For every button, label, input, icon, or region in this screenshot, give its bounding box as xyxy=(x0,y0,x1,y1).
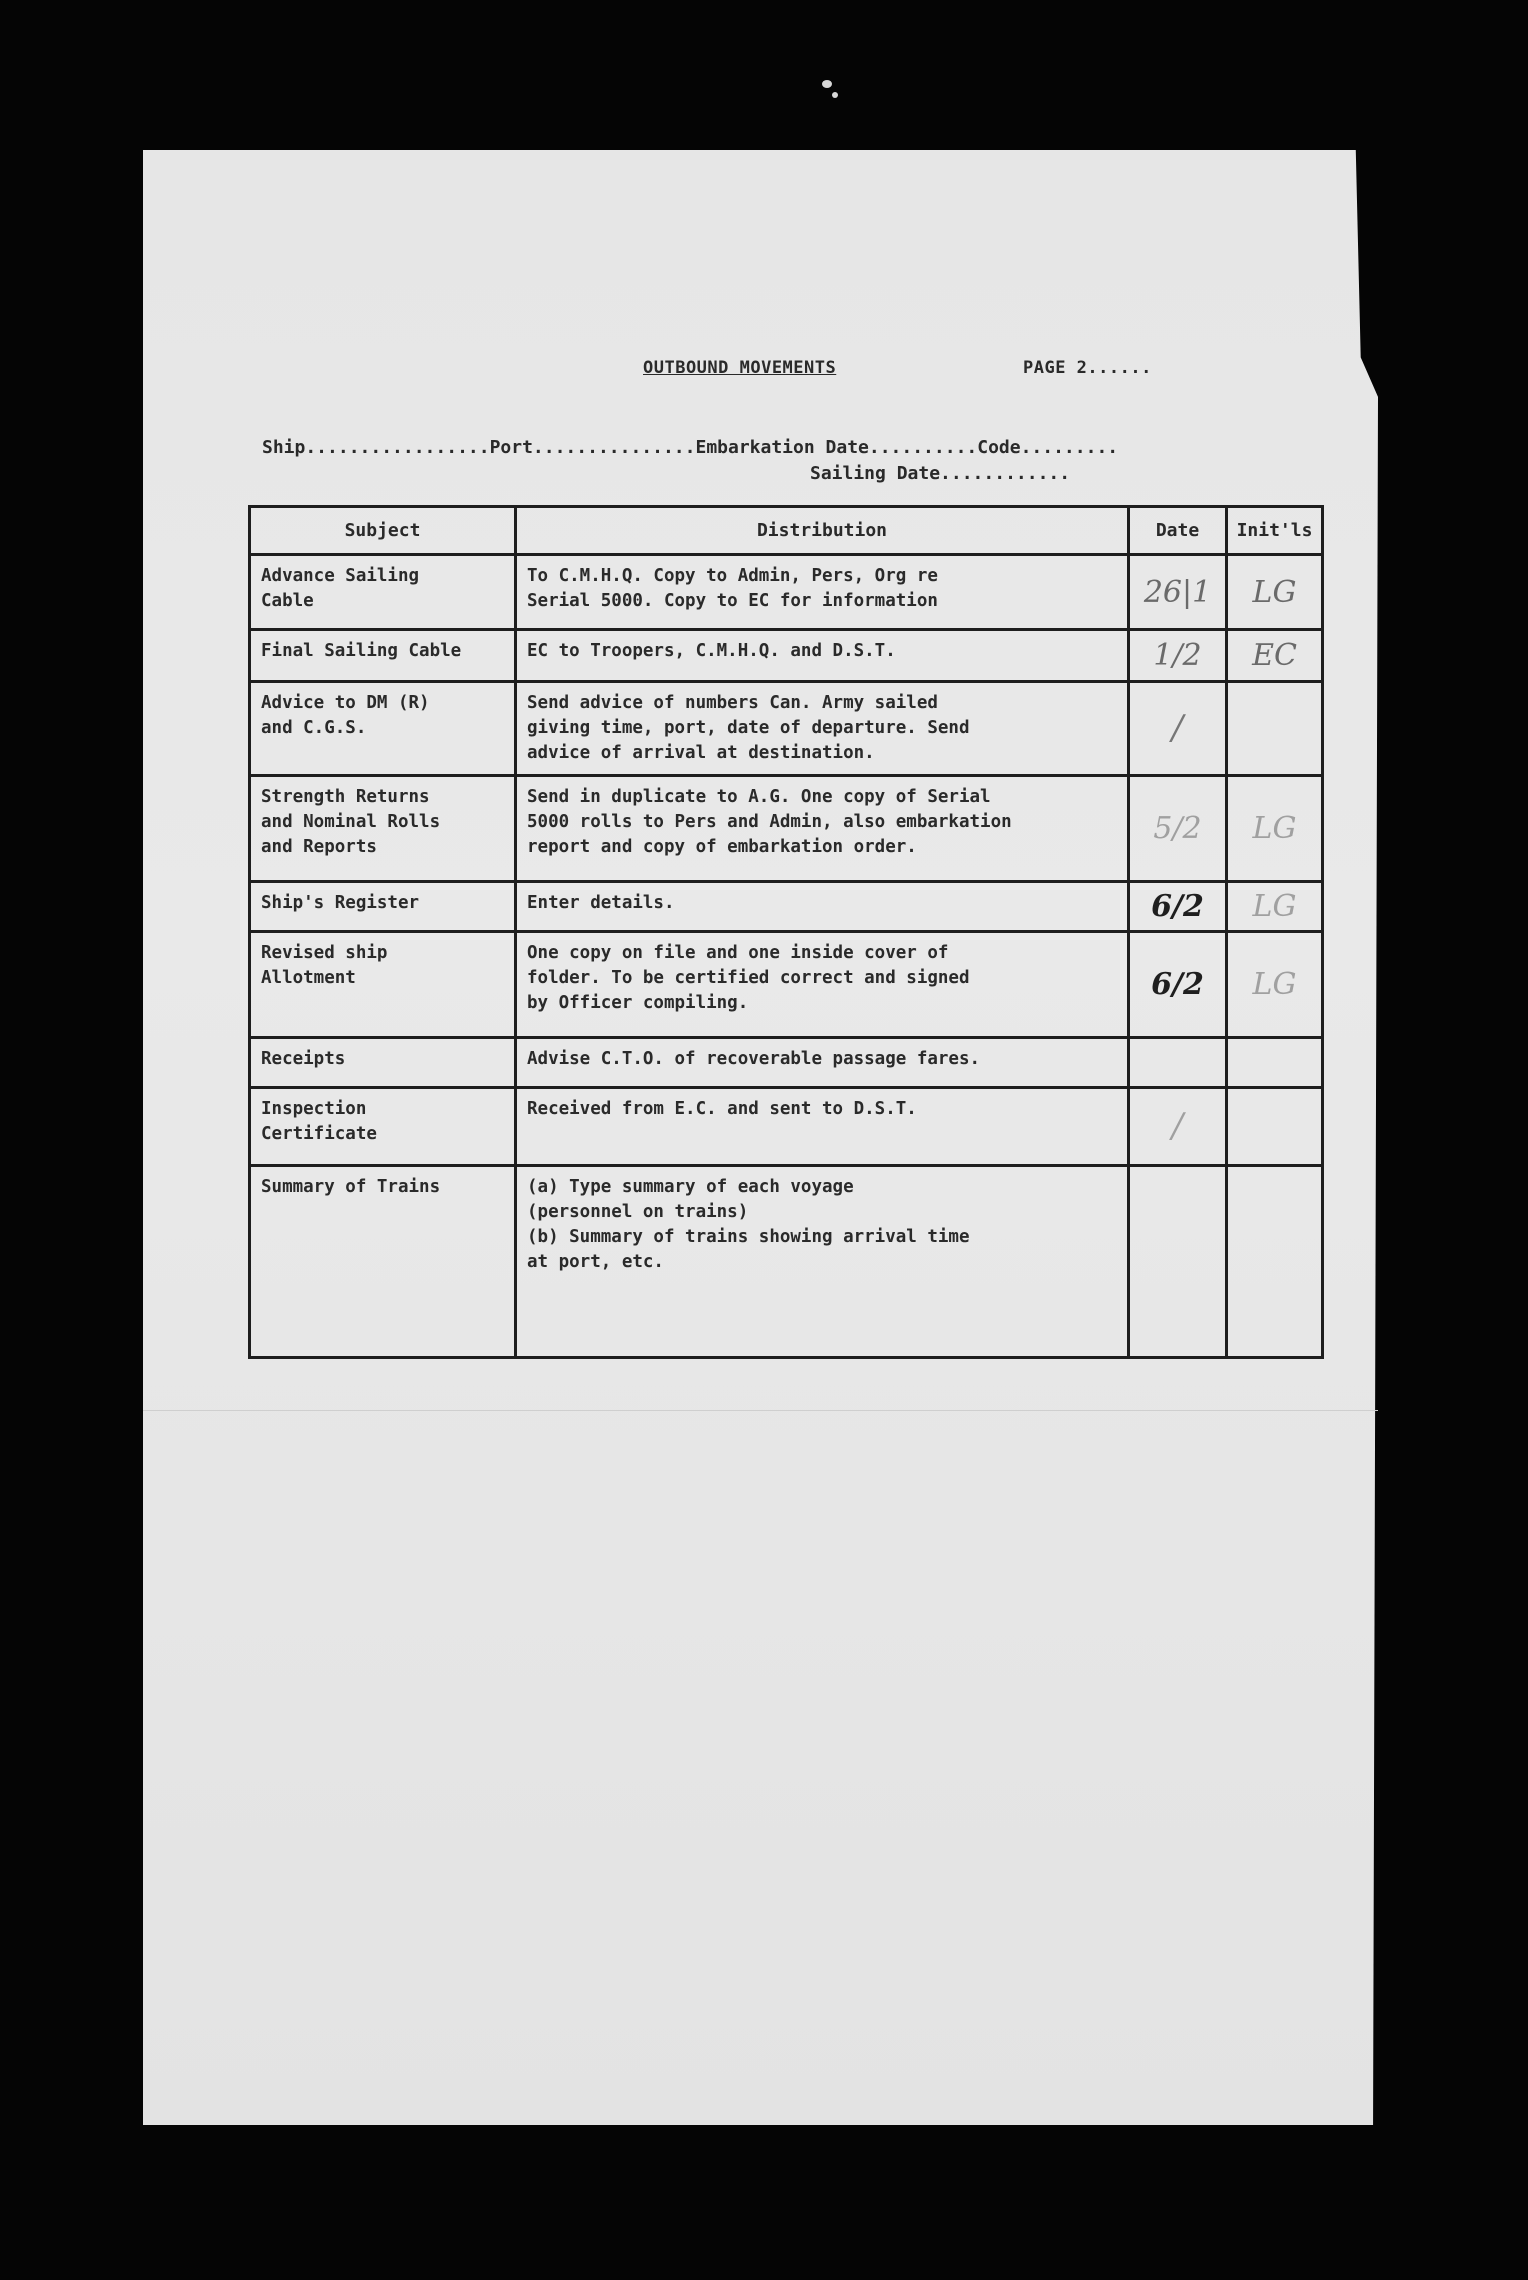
table-row xyxy=(250,555,1323,630)
subject-cell: Advance Sailing Cable xyxy=(250,555,516,630)
date-cell: 26|1 xyxy=(1129,555,1227,630)
distribution-cell: EC to Troopers, C.M.H.Q. and D.S.T. xyxy=(516,630,1129,682)
dust-speck xyxy=(832,92,838,98)
initials-cell: LG xyxy=(1227,932,1323,1038)
table-row xyxy=(250,776,1323,882)
date-cell xyxy=(1129,1166,1227,1358)
initials-cell xyxy=(1227,1088,1323,1166)
date-cell: 6/2 xyxy=(1129,932,1227,1038)
subject-cell: Revised ship Allotment xyxy=(250,932,516,1038)
dust-speck xyxy=(822,80,832,88)
subject-cell: Final Sailing Cable xyxy=(250,630,516,682)
subject-cell: Summary of Trains xyxy=(250,1166,516,1358)
distribution-cell: Advise C.T.O. of recoverable passage fares. xyxy=(516,1038,1129,1088)
table-row xyxy=(250,932,1323,1038)
distribution-cell: Send advice of numbers Can. Army sailed giving time, port, date of departure. Send advice of arrival at destination. xyxy=(516,682,1129,776)
date-cell: 6/2 xyxy=(1129,882,1227,932)
document-title: OUTBOUND MOVEMENTS xyxy=(643,358,837,378)
distribution-cell: (a) Type summary of each voyage (personnel on trains) (b) Summary of trains showing arrival time at port, etc. xyxy=(516,1166,1129,1358)
subject-cell: Strength Returns and Nominal Rolls and Reports xyxy=(250,776,516,882)
initials-cell: LG xyxy=(1227,776,1323,882)
sailing-date-line: Sailing Date............ xyxy=(810,463,1071,484)
check-mark: / xyxy=(1129,1088,1227,1166)
check-mark: / xyxy=(1129,682,1227,776)
date-cell: 1/2 xyxy=(1129,630,1227,682)
table-header-row xyxy=(250,507,1323,555)
table-row xyxy=(250,882,1323,932)
header-subject: Subject xyxy=(250,507,516,555)
header-date: Date xyxy=(1129,507,1227,555)
table-row xyxy=(250,1088,1323,1166)
distribution-cell: To C.M.H.Q. Copy to Admin, Pers, Org re Serial 5000. Copy to EC for information xyxy=(516,555,1129,630)
table-row xyxy=(250,1038,1323,1088)
ship-port-embarkation-code-line: Ship.................Port...............Embarkation Date..........Code......... xyxy=(262,437,1119,458)
distribution-cell: Enter details. xyxy=(516,882,1129,932)
distribution-cell: Send in duplicate to A.G. One copy of Serial 5000 rolls to Pers and Admin, also embarkation report and copy of embarkation order. xyxy=(516,776,1129,882)
movements-table xyxy=(248,505,1324,1359)
header-distribution: Distribution xyxy=(516,507,1129,555)
initials-cell: LG xyxy=(1227,882,1323,932)
initials-cell: EC xyxy=(1227,630,1323,682)
initials-cell: LG xyxy=(1227,555,1323,630)
subject-cell: Receipts xyxy=(250,1038,516,1088)
table-row xyxy=(250,1166,1323,1358)
table-row xyxy=(250,630,1323,682)
subject-cell: Advice to DM (R) and C.G.S. xyxy=(250,682,516,776)
header-initials: Init'ls xyxy=(1227,507,1323,555)
subject-cell: Inspection Certificate xyxy=(250,1088,516,1166)
page-number: PAGE 2...... xyxy=(1023,358,1152,378)
distribution-cell: One copy on file and one inside cover of folder. To be certified correct and signed by Officer compiling. xyxy=(516,932,1129,1038)
date-cell xyxy=(1129,1038,1227,1088)
initials-cell xyxy=(1227,1038,1323,1088)
initials-cell xyxy=(1227,1166,1323,1358)
initials-cell xyxy=(1227,682,1323,776)
page-fold-line xyxy=(143,1410,1378,1411)
subject-cell: Ship's Register xyxy=(250,882,516,932)
date-cell: 5/2 xyxy=(1129,776,1227,882)
table-row xyxy=(250,682,1323,776)
distribution-cell: Received from E.C. and sent to D.S.T. xyxy=(516,1088,1129,1166)
